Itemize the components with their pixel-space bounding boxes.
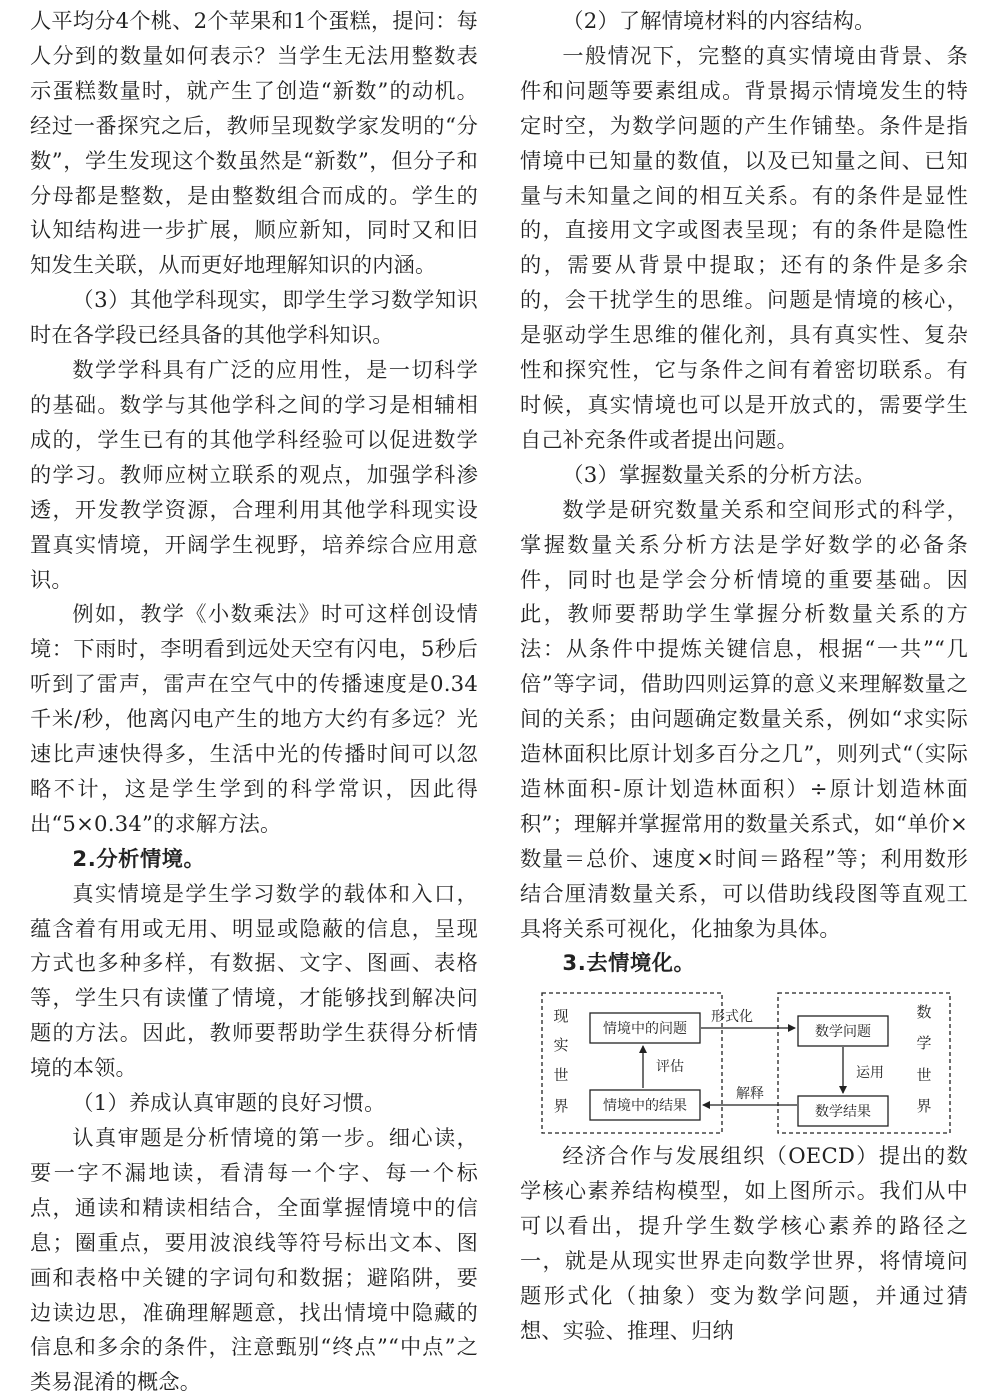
paragraph: （3）其他学科现实，即学生学习数学知识时在各学段已经具备的其他学科知识。 (30, 287, 478, 348)
paragraph: （1）养成认真审题的良好习惯。 (72, 1090, 386, 1116)
paragraph: 一般情况下，完整的真实情境由背景、条件和问题等要素组成。背景揭示情境发生的特定时空，为数学问题的产生作铺垫。条件是指情境中已知量的数值，以及已知量之间、已知量与未知量之间的相互关系。有的条件是显性的，直接用文字或图表呈现；有的条件是隐性的，需要从背景中提取；还有的条件是多余的，会干扰学生的思维。问题是情境的核心，是驱动学生思维的催化剂，具有真实性、复杂性和探究性，它与条件之间有着密切联系。有时候，真实情境也可以是开放式的，需要学生自己补充条件或者提出问题。 (520, 42, 968, 452)
left-column (30, 4, 478, 1400)
formalize-label: 形式化 (711, 1009, 753, 1026)
oecd-model-figure (520, 987, 968, 1139)
situation-problem-label: 情境中的问题 (603, 1021, 687, 1038)
math-result-label: 数学结果 (815, 1104, 871, 1121)
math-world-char: 数 (916, 1003, 932, 1022)
real-world-char: 世 (553, 1066, 569, 1085)
paragraph: 例如，教学《小数乘法》时可这样创设情境：下雨时，李明看到远处天空有闪电，5秒后听到了雷声，雷声在空气中的传播速度是0.34千米/秒，他离闪电产生的地方大约有多远？光速比声速快得多，生活中光的传播时间可以忽略不计，这是学生学到的科学常识，因此得出“5×0.34”的求解方法。 (30, 601, 478, 836)
math-world-char: 学 (916, 1034, 932, 1053)
section-heading: 3.去情境化。 (562, 950, 696, 976)
paragraph: 认真审题是分析情境的第一步。细心读，要一字不漏地读，看清每一个字、每一个标点，通读和精读相结合，全面掌握情境中的信息；圈重点，要用波浪线等符号标出文本、图画和表格中关键的字词句和数据；避陷阱，要边读边思，准确理解题意，找出情境中隐藏的信息和多余的条件，注意甄别“终点”“中点”之类易混淆的概念。 (30, 1125, 478, 1395)
oecd-model-diagram (520, 987, 968, 1139)
math-problem-label: 数学问题 (815, 1024, 871, 1041)
paragraph: 经济合作与发展组织（OECD）提出的数学核心素养结构模型，如上图所示。我们从中可以看出，提升学生数学核心素养的路径之一，就是从现实世界走向数学世界，将情境问题形式化（抽象）变为数学问题，并通过猜想、实验、推理、归纳 (520, 1143, 968, 1343)
paragraph: 真实情境是学生学习数学的载体和入口，蕴含着有用或无用、明显或隐蔽的信息，呈现方式也多种多样，有数据、文字、图画、表格等，学生只有读懂了情境，才能够找到解决问题的方法。因此，教师要帮助学生获得分析情境的本领。 (30, 880, 478, 1081)
section-heading: 2.分析情境。 (72, 845, 206, 871)
right-column (520, 4, 968, 1349)
paragraph: 人平均分4个桃、2个苹果和1个蛋糕，提问：每人分到的数量如何表示？当学生无法用整数表示蛋糕数量时，就产生了创造“新数”的动机。经过一番探究之后，教师呈现数学家发明的“分数”，学生发现这个数虽然是“新数”，但分子和分母都是整数，是由整数组合而成的。学生的认知结构进一步扩展，顺应新知，同时又和旧知发生关联，从而更好地理解知识的内涵。 (30, 8, 478, 278)
paragraph: 数学学科具有广泛的应用性，是一切科学的基础。数学与其他学科之间的学习是相辅相成的，学生已有的其他学科经验可以促进数学的学习。教师应树立联系的观点，加强学科渗透，开发教学资源，合理利用其他学科现实设置真实情境，开阔学生视野，培养综合应用意识。 (30, 357, 478, 592)
real-world-char: 界 (553, 1097, 569, 1116)
situation-result-label: 情境中的结果 (603, 1098, 687, 1115)
interpret-label: 解释 (736, 1086, 764, 1103)
real-world-char: 实 (553, 1036, 569, 1055)
real-world-char: 现 (553, 1007, 569, 1026)
paragraph: 数学是研究数量关系和空间形式的科学，掌握数量关系分析方法是学好数学的必备条件，同时也是学会分析情境的重要基础。因此，教师要帮助学生掌握分析数量关系的方法：从条件中提炼关键信息，根据“一共”“几倍”等字词，借助四则运算的意义来理解数量之间的关系；由问题确定数量关系，例如“求实际造林面积比原计划多百分之几”，则列式“（实际造林面积-原计划造林面积）÷原计划造林面积”；理解并掌握常用的数量关系式，如“单价×数量＝总价、速度×时间＝路程”等；利用数形结合厘清数量关系，可以借助线段图等直观工具将关系可视化，化抽象为具体。 (520, 496, 968, 941)
math-world-char: 界 (916, 1097, 932, 1116)
apply-label: 运用 (856, 1065, 884, 1082)
evaluate-label: 评估 (656, 1059, 684, 1076)
math-world-char: 世 (916, 1066, 932, 1085)
paragraph: （3）掌握数量关系的分析方法。 (562, 461, 876, 487)
paragraph: （2）了解情境材料的内容结构。 (562, 8, 876, 33)
